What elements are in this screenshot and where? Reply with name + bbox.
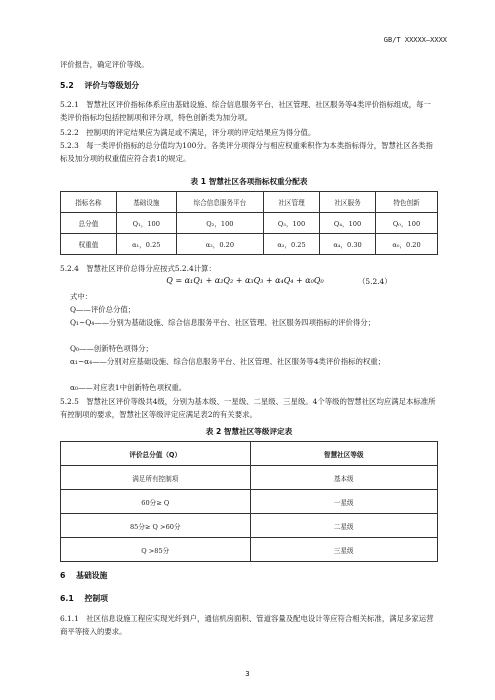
table-row [61, 466, 438, 490]
weight-table [60, 191, 438, 255]
table-cell: 二星级 [250, 514, 437, 538]
table-cell: Q₄，100 [320, 213, 376, 234]
table-cell: 一星级 [250, 490, 437, 514]
table-row [61, 514, 438, 538]
page-number: 3 [245, 670, 250, 678]
section-6-heading [60, 570, 107, 581]
paragraph-5-2-3: 5.2.3 每一类评价指标的总分值均为100分。各类评分项得分与相应权重乘积作为本类指标得分，智慧社区各类指标及加分项的权重值应符合表1的规定。 [60, 141, 433, 163]
table-cell: 85分≥ Q >60分 [61, 514, 251, 538]
definition-item: Q——评价总分值； [70, 305, 136, 314]
table-cell: 60分≥ Q [61, 490, 251, 514]
section-5-2-heading [60, 80, 139, 91]
table-row [61, 234, 438, 255]
table-header-cell: 社区管理 [264, 192, 320, 213]
section-number: 6.1 [60, 594, 74, 603]
section-title: 控制项 [84, 594, 108, 603]
table-cell: Q₀，100 [376, 213, 438, 234]
table-row [61, 213, 438, 234]
paragraph-5-2-1: 5.2.1 智慧社区评价指标体系应由基础设施、综合信息服务平台、社区管理、社区服务等4类评价指标组成，每一类评价指标均包括控制项和评分项，特色创新类为加分项。 [60, 100, 431, 122]
table-cell: 权重值 [61, 234, 117, 255]
paragraph-5-2-5: 5.2.5 智慧社区评价等级共4级，分别为基本级、一星级、二星级、三星级。4个等级的智慧社区均应满足本标准所有控制项的要求，智慧社区等级评定应满足表2的有关要求。 [60, 397, 436, 419]
table-cell: 基本级 [250, 466, 437, 490]
paragraph-5-2-2: 5.2.2 控制项的评定结果应为满足或不满足，评分项的评定结果应为得分值。 [60, 128, 316, 137]
definition-item: α₁~α₄——分别对应基础设施、综合信息服务平台、社区管理、社区服务等4类评价指标的权重； [70, 357, 386, 366]
table-row [61, 490, 438, 514]
definition-item: α₀——对应表1中创新特色项权重。 [70, 383, 187, 392]
table-cell: 总分值 [61, 213, 117, 234]
table-header-row [61, 192, 438, 213]
section-6-1-heading [60, 593, 108, 604]
table-header-cell: 社区服务 [320, 192, 376, 213]
standard-code: GB/T XXXXX—XXXX [383, 36, 447, 44]
paragraph-5-2-4: 5.2.4 智慧社区评价总得分应按式5.2.4计算： [60, 264, 216, 273]
intro-line: 评价报告，确定评价等级。 [60, 60, 149, 69]
table-2-caption: 表 2 智慧社区等级评定表 [205, 427, 293, 436]
table-cell: 三星级 [250, 538, 437, 562]
section-title: 评价与等级划分 [84, 81, 140, 90]
table-header-cell: 智慧社区等级 [250, 442, 437, 466]
definition-item: Q₁~Q₄——分别为基础设施、综合信息服务平台、社区管理、社区服务四项指标的评价得分； [70, 318, 376, 327]
formula: Q = α₁Q₁ + α₂Q₂ + α₃Q₃ + α₄Q₄ + α₀Q₀ [166, 276, 324, 285]
table-header-cell: 特色创新 [376, 192, 438, 213]
section-number: 6 [60, 571, 66, 580]
table-cell: α₁，0.25 [116, 234, 176, 255]
table-row [61, 538, 438, 562]
definition-item: Q₀——创新特色项得分； [70, 344, 153, 353]
table-cell: 满足所有控制项 [61, 466, 251, 490]
table-header-cell: 基础设施 [116, 192, 176, 213]
table-cell: α₃，0.25 [264, 234, 320, 255]
table-header-cell: 综合信息服务平台 [176, 192, 263, 213]
table-header-cell: 指标名称 [61, 192, 117, 213]
section-number: 5.2 [60, 81, 74, 90]
table-cell: Q₃，100 [264, 213, 320, 234]
table-cell: α₀，0.20 [376, 234, 438, 255]
table-cell: Q >85分 [61, 538, 251, 562]
grade-table [60, 441, 438, 562]
formula-number: （5.2.4） [358, 277, 392, 286]
where-label: 式中： [70, 292, 93, 301]
table-cell: Q₁，100 [116, 213, 176, 234]
table-header-cell: 评价总分值（Q） [61, 442, 251, 466]
table-cell: α₂，0.20 [176, 234, 263, 255]
paragraph-6-1-1: 6.1.1 社区信息设施工程应实现光纤到户，通信机房面积、管道容量及配电设计等应符合相关标准，满足多家运营商平等接入的要求。 [60, 614, 434, 636]
table-cell: Q₂，100 [176, 213, 263, 234]
table-header-row [61, 442, 438, 466]
table-1-caption: 表 1 智慧社区各项指标权重分配表 [190, 177, 308, 186]
table-cell: α₄，0.30 [320, 234, 376, 255]
section-title: 基础设施 [76, 571, 108, 580]
